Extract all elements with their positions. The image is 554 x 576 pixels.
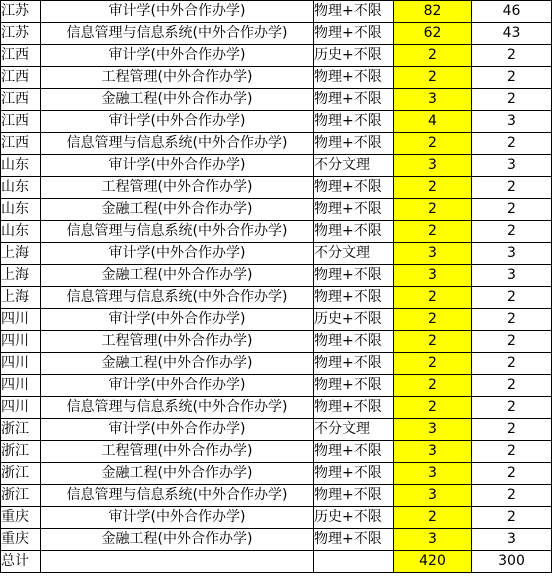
table-row — [1, 89, 552, 111]
total-label-cell[interactable]: 总计 — [1, 551, 41, 573]
major-cell[interactable]: 审计学(中外合作办学) — [41, 1, 314, 23]
plan-count-cell[interactable]: 3 — [394, 441, 472, 463]
plan-count-cell[interactable]: 2 — [394, 287, 472, 309]
plan-count-cell[interactable]: 4 — [394, 111, 472, 133]
subject-requirement-cell[interactable]: 物理+不限 — [314, 111, 394, 133]
province-cell[interactable]: 四川 — [1, 375, 41, 397]
table-row — [1, 485, 552, 507]
major-cell[interactable]: 信息管理与信息系统(中外合作办学) — [41, 133, 314, 155]
table-row — [1, 419, 552, 441]
table-row — [1, 309, 552, 331]
province-cell[interactable]: 江西 — [1, 67, 41, 89]
major-cell[interactable]: 信息管理与信息系统(中外合作办学) — [41, 23, 314, 45]
major-cell[interactable]: 审计学(中外合作办学) — [41, 243, 314, 265]
admitted-count-cell[interactable]: 2 — [472, 67, 552, 89]
table-row — [1, 155, 552, 177]
subject-requirement-cell[interactable]: 物理+不限 — [314, 23, 394, 45]
major-cell[interactable]: 信息管理与信息系统(中外合作办学) — [41, 397, 314, 419]
admitted-count-cell[interactable]: 3 — [472, 111, 552, 133]
table-row — [1, 177, 552, 199]
major-cell[interactable]: 审计学(中外合作办学) — [41, 375, 314, 397]
subject-requirement-cell[interactable]: 物理+不限 — [314, 463, 394, 485]
major-cell[interactable]: 信息管理与信息系统(中外合作办学) — [41, 485, 314, 507]
table-row — [1, 23, 552, 45]
plan-count-cell[interactable]: 82 — [394, 1, 472, 23]
table-row — [1, 45, 552, 67]
subject-requirement-cell[interactable]: 物理+不限 — [314, 89, 394, 111]
subject-requirement-cell[interactable]: 历史+不限 — [314, 45, 394, 67]
province-cell[interactable]: 江西 — [1, 89, 41, 111]
admitted-count-cell[interactable]: 2 — [472, 309, 552, 331]
admitted-count-cell[interactable]: 3 — [472, 243, 552, 265]
admitted-count-cell[interactable]: 3 — [472, 155, 552, 177]
plan-count-cell[interactable]: 2 — [394, 45, 472, 67]
major-cell[interactable]: 信息管理与信息系统(中外合作办学) — [41, 221, 314, 243]
admitted-count-cell[interactable]: 3 — [472, 529, 552, 551]
province-cell[interactable]: 四川 — [1, 353, 41, 375]
major-cell[interactable]: 工程管理(中外合作办学) — [41, 177, 314, 199]
province-cell[interactable]: 重庆 — [1, 507, 41, 529]
admitted-count-cell[interactable]: 2 — [472, 419, 552, 441]
subject-requirement-cell[interactable]: 物理+不限 — [314, 353, 394, 375]
admitted-count-cell[interactable]: 2 — [472, 375, 552, 397]
table-row — [1, 507, 552, 529]
province-cell[interactable]: 上海 — [1, 243, 41, 265]
table-row — [1, 67, 552, 89]
plan-count-cell[interactable]: 2 — [394, 397, 472, 419]
admitted-count-cell[interactable]: 2 — [472, 45, 552, 67]
admitted-count-cell[interactable]: 2 — [472, 133, 552, 155]
plan-count-cell[interactable]: 3 — [394, 485, 472, 507]
province-cell[interactable]: 江苏 — [1, 23, 41, 45]
province-cell[interactable]: 山东 — [1, 177, 41, 199]
admitted-count-cell[interactable]: 2 — [472, 287, 552, 309]
plan-count-cell[interactable]: 2 — [394, 67, 472, 89]
major-cell[interactable]: 金融工程(中外合作办学) — [41, 199, 314, 221]
plan-count-cell[interactable]: 2 — [394, 221, 472, 243]
major-cell[interactable]: 金融工程(中外合作办学) — [41, 265, 314, 287]
subject-requirement-cell[interactable]: 历史+不限 — [314, 309, 394, 331]
subject-requirement-cell[interactable]: 不分文理 — [314, 419, 394, 441]
province-cell[interactable]: 浙江 — [1, 419, 41, 441]
admitted-count-cell[interactable]: 46 — [472, 1, 552, 23]
province-cell[interactable]: 四川 — [1, 331, 41, 353]
plan-count-cell[interactable]: 2 — [394, 331, 472, 353]
province-cell[interactable]: 浙江 — [1, 485, 41, 507]
major-cell[interactable]: 审计学(中外合作办学) — [41, 309, 314, 331]
subject-requirement-cell[interactable]: 不分文理 — [314, 155, 394, 177]
province-cell[interactable]: 江西 — [1, 45, 41, 67]
table-row — [1, 529, 552, 551]
subject-requirement-cell[interactable]: 物理+不限 — [314, 265, 394, 287]
table-row — [1, 133, 552, 155]
subject-requirement-cell[interactable]: 物理+不限 — [314, 177, 394, 199]
plan-count-cell[interactable]: 3 — [394, 155, 472, 177]
table-row — [1, 199, 552, 221]
subject-requirement-cell[interactable]: 物理+不限 — [314, 485, 394, 507]
admitted-count-cell[interactable]: 2 — [472, 507, 552, 529]
major-cell[interactable]: 工程管理(中外合作办学) — [41, 441, 314, 463]
subject-requirement-cell[interactable]: 物理+不限 — [314, 529, 394, 551]
subject-requirement-cell[interactable]: 物理+不限 — [314, 331, 394, 353]
major-cell[interactable]: 信息管理与信息系统(中外合作办学) — [41, 287, 314, 309]
province-cell[interactable]: 浙江 — [1, 463, 41, 485]
plan-count-cell[interactable]: 3 — [394, 265, 472, 287]
table-row — [1, 375, 552, 397]
total-row — [1, 551, 552, 573]
major-cell[interactable]: 审计学(中外合作办学) — [41, 155, 314, 177]
major-cell[interactable]: 审计学(中外合作办学) — [41, 111, 314, 133]
province-cell[interactable]: 四川 — [1, 309, 41, 331]
admitted-count-cell[interactable]: 2 — [472, 485, 552, 507]
subject-requirement-cell[interactable]: 不分文理 — [314, 243, 394, 265]
table-row — [1, 287, 552, 309]
province-cell[interactable]: 浙江 — [1, 441, 41, 463]
subject-requirement-cell[interactable]: 物理+不限 — [314, 397, 394, 419]
table-body — [1, 1, 552, 573]
admitted-count-cell[interactable]: 2 — [472, 177, 552, 199]
admitted-count-cell[interactable]: 43 — [472, 23, 552, 45]
table-row — [1, 353, 552, 375]
major-cell[interactable]: 金融工程(中外合作办学) — [41, 353, 314, 375]
admitted-count-cell[interactable]: 2 — [472, 331, 552, 353]
admitted-count-cell[interactable]: 2 — [472, 221, 552, 243]
admitted-count-cell[interactable]: 3 — [472, 265, 552, 287]
province-cell[interactable]: 江西 — [1, 111, 41, 133]
total-plan-cell[interactable]: 420 — [394, 551, 472, 573]
empty-cell[interactable] — [41, 551, 314, 573]
table-row — [1, 1, 552, 23]
major-cell[interactable]: 审计学(中外合作办学) — [41, 507, 314, 529]
plan-count-cell[interactable]: 2 — [394, 507, 472, 529]
admitted-count-cell[interactable]: 2 — [472, 397, 552, 419]
major-cell[interactable]: 金融工程(中外合作办学) — [41, 89, 314, 111]
plan-count-cell[interactable]: 2 — [394, 353, 472, 375]
province-cell[interactable]: 上海 — [1, 265, 41, 287]
major-cell[interactable]: 金融工程(中外合作办学) — [41, 463, 314, 485]
subject-requirement-cell[interactable]: 物理+不限 — [314, 441, 394, 463]
plan-count-cell[interactable]: 3 — [394, 529, 472, 551]
subject-requirement-cell[interactable]: 物理+不限 — [314, 67, 394, 89]
major-cell[interactable]: 审计学(中外合作办学) — [41, 45, 314, 67]
subject-requirement-cell[interactable]: 物理+不限 — [314, 133, 394, 155]
total-admitted-cell[interactable]: 300 — [472, 551, 552, 573]
subject-requirement-cell[interactable]: 物理+不限 — [314, 221, 394, 243]
plan-count-cell[interactable]: 3 — [394, 463, 472, 485]
table-row — [1, 463, 552, 485]
province-cell[interactable]: 重庆 — [1, 529, 41, 551]
table-row — [1, 221, 552, 243]
major-cell[interactable]: 审计学(中外合作办学) — [41, 419, 314, 441]
province-cell[interactable]: 江苏 — [1, 1, 41, 23]
province-cell[interactable]: 四川 — [1, 397, 41, 419]
table-row — [1, 331, 552, 353]
plan-count-cell[interactable]: 3 — [394, 243, 472, 265]
subject-requirement-cell[interactable]: 物理+不限 — [314, 1, 394, 23]
table-row — [1, 111, 552, 133]
table-row — [1, 243, 552, 265]
province-cell[interactable]: 上海 — [1, 287, 41, 309]
empty-cell[interactable] — [314, 551, 394, 573]
table-row — [1, 265, 552, 287]
subject-requirement-cell[interactable]: 历史+不限 — [314, 507, 394, 529]
table-row — [1, 397, 552, 419]
province-cell[interactable]: 山东 — [1, 199, 41, 221]
plan-count-cell[interactable]: 2 — [394, 199, 472, 221]
plan-count-cell[interactable]: 2 — [394, 375, 472, 397]
plan-count-cell[interactable]: 2 — [394, 177, 472, 199]
plan-count-cell[interactable]: 3 — [394, 419, 472, 441]
province-cell[interactable]: 山东 — [1, 155, 41, 177]
subject-requirement-cell[interactable]: 物理+不限 — [314, 287, 394, 309]
subject-requirement-cell[interactable]: 物理+不限 — [314, 375, 394, 397]
major-cell[interactable]: 金融工程(中外合作办学) — [41, 529, 314, 551]
plan-count-cell[interactable]: 3 — [394, 89, 472, 111]
table-row — [1, 441, 552, 463]
major-cell[interactable]: 工程管理(中外合作办学) — [41, 67, 314, 89]
admitted-count-cell[interactable]: 2 — [472, 89, 552, 111]
major-cell[interactable]: 工程管理(中外合作办学) — [41, 331, 314, 353]
admitted-count-cell[interactable]: 2 — [472, 441, 552, 463]
subject-requirement-cell[interactable]: 物理+不限 — [314, 199, 394, 221]
admitted-count-cell[interactable]: 2 — [472, 353, 552, 375]
plan-count-cell[interactable]: 2 — [394, 309, 472, 331]
province-cell[interactable]: 山东 — [1, 221, 41, 243]
admitted-count-cell[interactable]: 2 — [472, 463, 552, 485]
admitted-count-cell[interactable]: 2 — [472, 199, 552, 221]
province-cell[interactable]: 江西 — [1, 133, 41, 155]
plan-count-cell[interactable]: 62 — [394, 23, 472, 45]
plan-count-cell[interactable]: 2 — [394, 133, 472, 155]
